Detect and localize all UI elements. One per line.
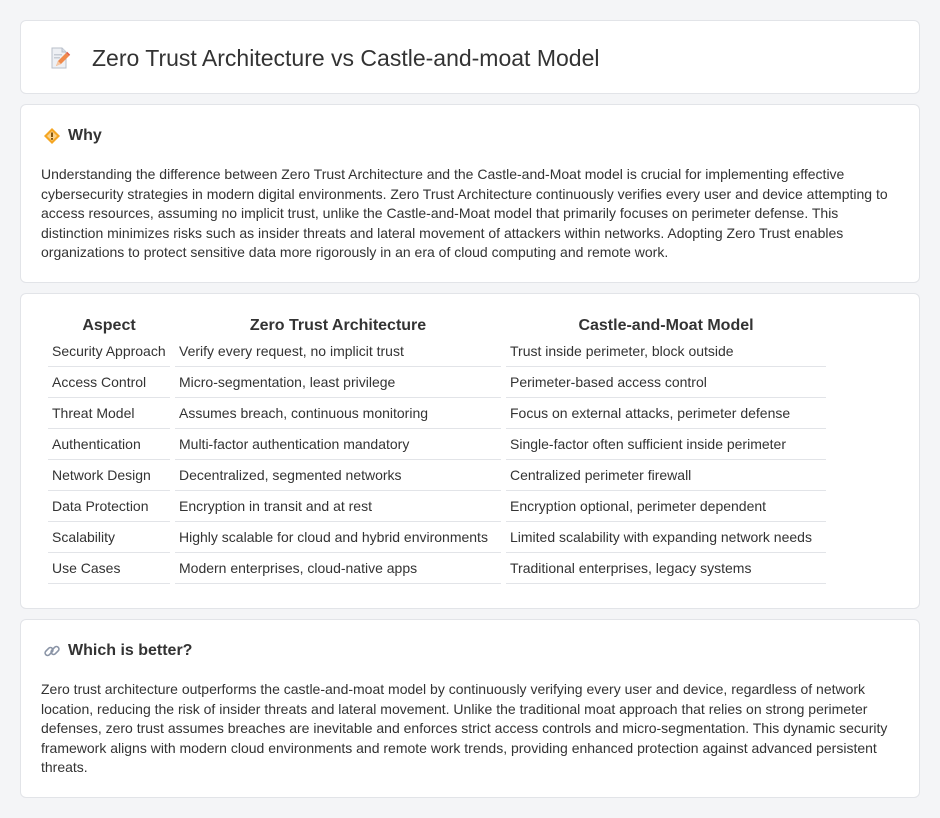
- title-card: [20, 20, 920, 94]
- table-row: [48, 491, 826, 522]
- cell-zero-trust: Micro-segmentation, least privilege: [175, 367, 501, 398]
- cell-zero-trust: Encryption in transit and at rest: [175, 491, 501, 522]
- cell-aspect: Scalability: [48, 522, 170, 553]
- table-row: [48, 429, 826, 460]
- cell-aspect: Data Protection: [48, 491, 170, 522]
- cell-castle-moat: Focus on external attacks, perimeter defense: [506, 398, 826, 429]
- table-row: [48, 398, 826, 429]
- table-header-row: [48, 316, 826, 336]
- why-section: [20, 104, 920, 283]
- why-text: Understanding the difference between Zero Trust Architecture and the Castle-and-Moat model is crucial for implementing effective cybersecurity strategies in modern digital environments. Zero Trust Architecture continuously verifies every user and device attempting to access resources, assuming no implicit trust, unlike the Castle-and-Moat model that primarily focuses on perimeter defense. This distinction minimizes risks such as insider threats and lateral movement of attackers within networks. Adopting Zero Trust enables organizations to protect sensitive data more rigorously in an era of cloud computing and remote work.: [41, 166, 888, 261]
- cell-aspect: Use Cases: [48, 553, 170, 584]
- better-heading: Which is better?: [68, 642, 193, 659]
- table-row: [48, 336, 826, 367]
- which-is-better-section: [20, 619, 920, 798]
- cell-aspect: Security Approach: [48, 336, 170, 367]
- cell-aspect: Network Design: [48, 460, 170, 491]
- cell-castle-moat: Traditional enterprises, legacy systems: [506, 553, 826, 584]
- document-pencil-icon: [47, 46, 71, 70]
- comparison-section: [20, 293, 920, 609]
- table-row: [48, 460, 826, 491]
- page-title: Zero Trust Architecture vs Castle-and-moat Model: [92, 45, 600, 71]
- cell-zero-trust: Verify every request, no implicit trust: [175, 336, 501, 367]
- cell-zero-trust: Multi-factor authentication mandatory: [175, 429, 501, 460]
- header-zero-trust: Zero Trust Architecture: [249, 317, 427, 334]
- cell-castle-moat: Trust inside perimeter, block outside: [506, 336, 826, 367]
- cell-castle-moat: Perimeter-based access control: [506, 367, 826, 398]
- header-aspect: Aspect: [82, 317, 136, 334]
- link-icon: [43, 642, 61, 660]
- cell-castle-moat: Limited scalability with expanding network needs: [506, 522, 826, 553]
- cell-aspect: Threat Model: [48, 398, 170, 429]
- cell-castle-moat: Centralized perimeter firewall: [506, 460, 826, 491]
- cell-zero-trust: Modern enterprises, cloud-native apps: [175, 553, 501, 584]
- cell-aspect: Access Control: [48, 367, 170, 398]
- comparison-table: [43, 316, 831, 584]
- table-row: [48, 367, 826, 398]
- cell-zero-trust: Assumes breach, continuous monitoring: [175, 398, 501, 429]
- why-heading: Why: [68, 127, 102, 144]
- table-row: [48, 522, 826, 553]
- better-heading-row: [43, 642, 192, 660]
- table-row: [48, 553, 826, 584]
- diamond-warning-icon: [43, 127, 61, 145]
- cell-aspect: Authentication: [48, 429, 170, 460]
- header-castle-moat: Castle-and-Moat Model: [578, 317, 754, 334]
- cell-zero-trust: Highly scalable for cloud and hybrid environments: [175, 522, 501, 553]
- cell-castle-moat: Encryption optional, perimeter dependent: [506, 491, 826, 522]
- why-heading-row: [43, 127, 102, 145]
- better-text: Zero trust architecture outperforms the castle-and-moat model by continuously verifying every user and device, regardless of network location, reducing the risk of insider threats and lateral movement. Unlike the traditional moat approach that relies on strong perimeter defenses, zero trust assumes breaches are inevitable and enforces strict access controls and micro-segmentation. This dynamic security framework aligns with modern cloud environments and remote work trends, providing enhanced protection against advanced persistent threats.: [41, 681, 888, 776]
- cell-castle-moat: Single-factor often sufficient inside perimeter: [506, 429, 826, 460]
- cell-zero-trust: Decentralized, segmented networks: [175, 460, 501, 491]
